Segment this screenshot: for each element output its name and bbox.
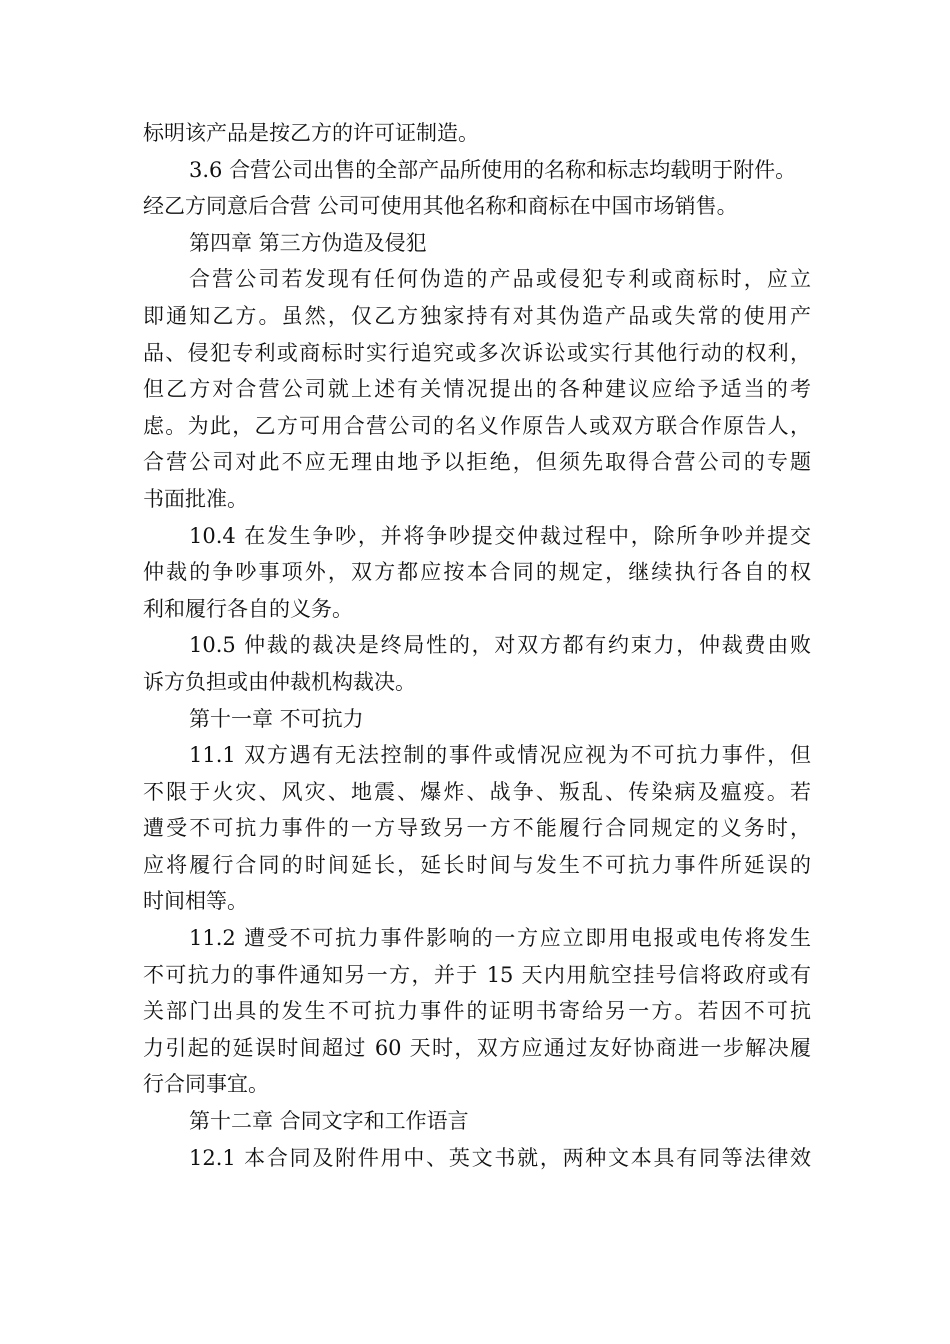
text-line: 书面批准。 [143,486,248,511]
chapter-heading: 第四章 第三方伪造及侵犯 [189,230,427,255]
text-line: 不可抗力的事件通知另一方，并于 15 天内用航空挂号信将政府或有 [143,962,811,987]
text-line: 行合同事宜。 [143,1072,269,1097]
text-line: 诉方负担或由仲裁机构裁决。 [143,669,416,694]
text-line: 品、侵犯专利或商标时实行追究或多次诉讼或实行其他行动的权利， [143,340,811,365]
text-line: 3.6 合营公司出售的全部产品所使用的名称和标志均载明于附件。 [189,157,797,182]
text-line: 标明该产品是按乙方的许可证制造。 [143,121,479,145]
text-line: 合营公司对此不应无理由地予以拒绝，但须先取得合营公司的专题 [143,450,811,475]
text-line: 仲裁的争吵事项外，双方都应按本合同的规定，继续执行各自的权 [143,560,811,585]
text-line: 时间相等。 [143,889,248,914]
text-line: 12.1 本合同及附件用中、英文书就，两种文本具有同等法律效 [189,1145,811,1170]
text-line: 关部门出具的发生不可抗力事件的证明书寄给另一方。若因不可抗 [143,999,811,1024]
document-body [143,115,811,1176]
text-line: 不限于火灾、风灾、地震、爆炸、战争、叛乱、传染病及瘟疫。若 [143,779,811,804]
chapter-heading: 第十一章 不可抗力 [189,706,364,731]
text-line: 应将履行合同的时间延长，延长时间与发生不可抗力事件所延误的 [143,852,811,877]
text-line: 虑。为此，乙方可用合营公司的名义作原告人或双方联合作原告人， [143,413,811,438]
text-line: 遭受不可抗力事件的一方导致另一方不能履行合同规定的义务时， [143,816,811,841]
text-line: 10.5 仲裁的裁决是终局性的，对双方都有约束力，仲裁费由败 [189,633,811,658]
text-line: 11.2 遭受不可抗力事件影响的一方应立即用电报或电传将发生 [189,926,811,951]
text-line: 合营公司若发现有任何伪造的产品或侵犯专利或商标时，应立 [189,267,811,292]
text-line: 经乙方同意后合营 公司可使用其他名称和商标在中国市场销售。 [143,194,738,219]
chapter-heading: 第十二章 合同文字和工作语言 [189,1109,469,1134]
text-line: 利和履行各自的义务。 [143,596,353,621]
text-line: 即通知乙方。虽然，仅乙方独家持有对其伪造产品或失常的使用产 [143,303,811,328]
text-line: 10.4 在发生争吵，并将争吵提交仲裁过程中，除所争吵并提交 [189,523,811,548]
text-line: 11.1 双方遇有无法控制的事件或情况应视为不可抗力事件，但 [189,743,811,768]
text-line: 力引起的延误时间超过 60 天时，双方应通过友好协商进一步解决履 [143,1035,811,1060]
text-line: 但乙方对合营公司就上述有关情况提出的各种建议应给予适当的考 [143,377,811,402]
